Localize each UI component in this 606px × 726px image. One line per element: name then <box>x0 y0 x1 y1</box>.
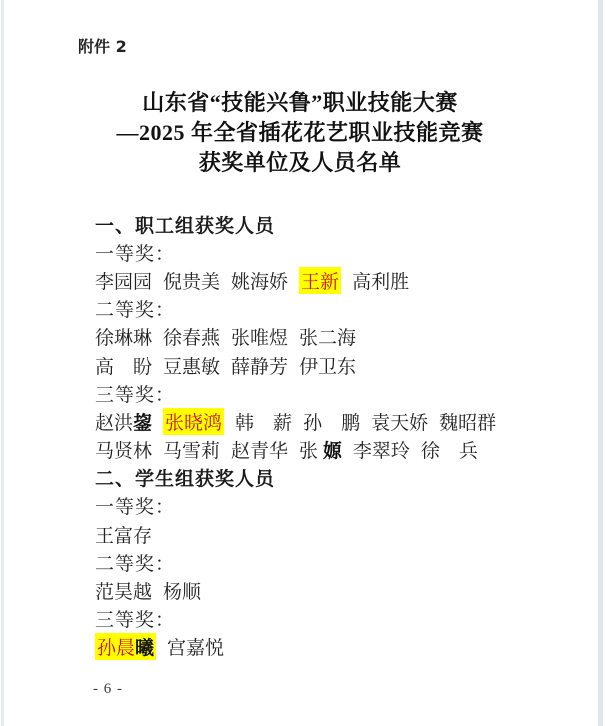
winner-name: 魏昭群 <box>439 412 497 434</box>
winner-name: 马雪莉 <box>163 441 221 463</box>
title-line-3: 获奖单位及人员名单 <box>198 150 402 175</box>
section-heading: 二、学生组获奖人员 <box>95 468 276 491</box>
winner-name: 姚海娇 <box>231 271 289 293</box>
winner-name: 倪贵美 <box>163 271 221 293</box>
winner-name: 孙 鹏 <box>303 412 361 434</box>
award-tier-label: 二等奖： <box>95 300 176 322</box>
winner-name: 张唯煜 <box>231 328 289 350</box>
winner-name: 高 盼 <box>95 356 153 378</box>
winner-name: 李园园 <box>95 271 153 293</box>
page-number: - 6 - <box>93 681 123 697</box>
winner-name-highlighted: 张晓鸿 <box>163 408 224 435</box>
award-tier-label: 三等奖： <box>95 384 176 406</box>
winner-name: 徐春燕 <box>163 328 221 350</box>
award-tier-label: 二等奖： <box>95 553 176 575</box>
winner-name: 赵青华 <box>231 441 289 463</box>
name-row <box>95 266 600 294</box>
document-title <box>0 88 600 178</box>
name-row <box>95 323 600 351</box>
winner-name: 杨顺 <box>163 582 202 604</box>
name-row <box>95 633 600 661</box>
winner-name-highlighted: 孙晨曦 <box>95 633 156 660</box>
winner-name: 李翠玲 <box>352 441 410 463</box>
award-tier-label: 三等奖： <box>95 610 176 632</box>
award-tier-label: 一等奖： <box>95 243 176 265</box>
attachment-label: 附件 2 <box>78 37 127 56</box>
section-heading: 一、职工组获奖人员 <box>95 214 276 237</box>
winner-name: 赵洪鋆 <box>95 411 153 434</box>
winner-name: 王富存 <box>95 525 153 547</box>
winner-name: 范昊越 <box>95 582 153 604</box>
winner-name: 宫嘉悦 <box>167 638 225 660</box>
winner-name: 马贤林 <box>95 441 153 463</box>
winner-name: 张 嫄 <box>299 440 342 463</box>
name-row <box>95 520 600 548</box>
winner-name: 徐 兵 <box>420 441 478 463</box>
winner-name: 张二海 <box>299 328 357 350</box>
winner-name: 徐琳琳 <box>95 328 153 350</box>
name-row <box>95 407 600 435</box>
winner-name: 豆惠敏 <box>163 356 221 378</box>
winner-name: 袁天娇 <box>371 412 429 434</box>
document-lines <box>95 210 600 661</box>
name-row <box>95 576 600 604</box>
winner-name: 高利胜 <box>352 271 410 293</box>
winner-name: 薛静芳 <box>231 356 289 378</box>
title-line-2: —2025 年全省插花花艺职业技能竞赛 <box>116 120 484 145</box>
winner-name: 伊卫东 <box>299 356 357 378</box>
name-row <box>95 351 600 379</box>
name-row <box>95 436 600 464</box>
winner-name-highlighted: 王新 <box>299 267 341 294</box>
title-line-1: 山东省“技能兴鲁”职业技能大赛 <box>142 90 458 115</box>
award-tier-label: 一等奖： <box>95 497 176 519</box>
winner-name: 韩 薪 <box>235 412 293 434</box>
